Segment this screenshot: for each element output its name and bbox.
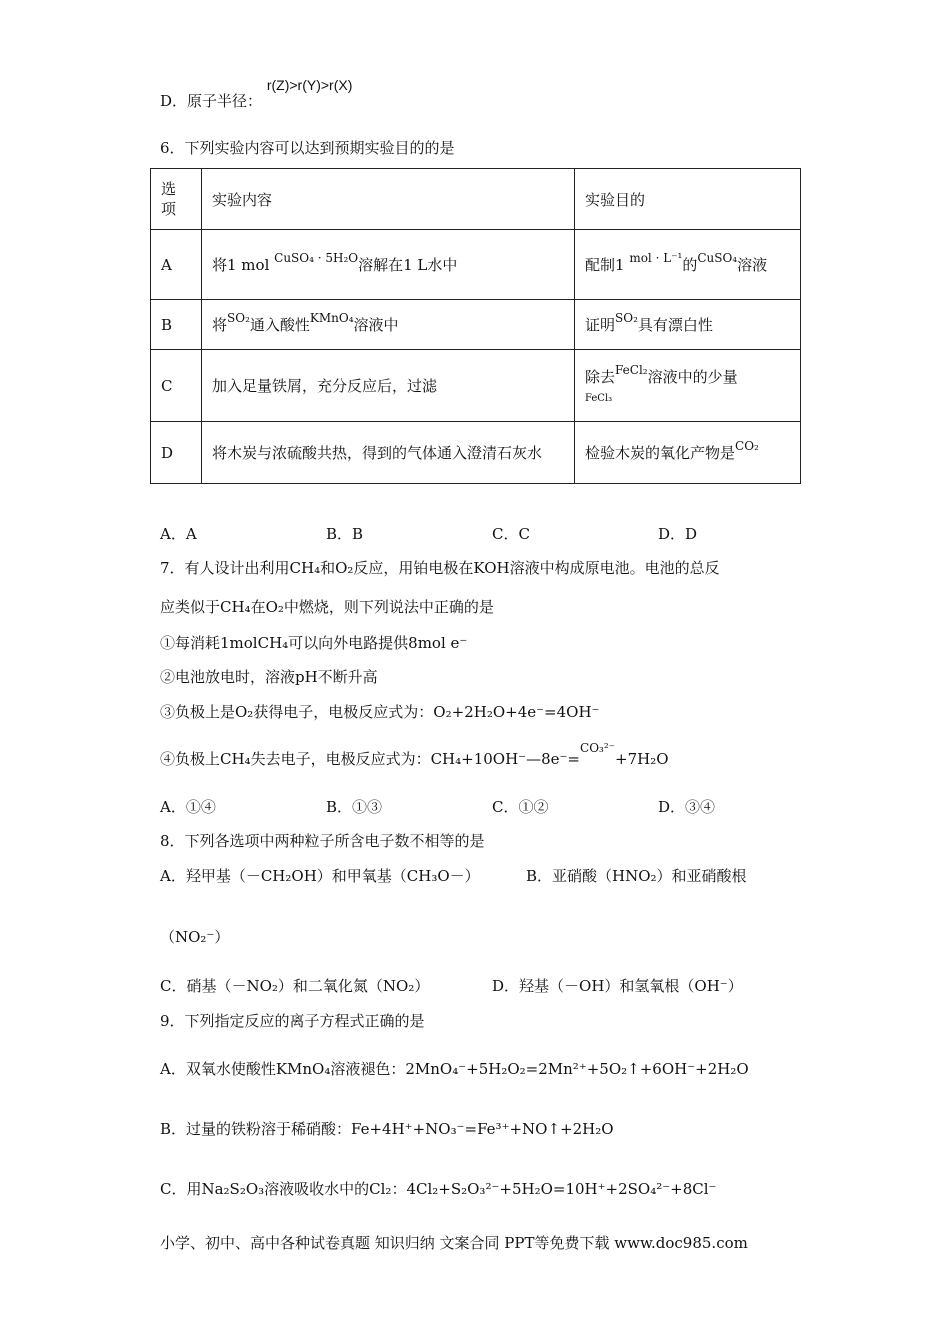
choice-c[interactable]: C．C [492, 525, 530, 543]
table-row [151, 350, 801, 422]
header-option: 选项 [151, 169, 202, 230]
row-option: A [151, 230, 202, 300]
choice-b[interactable]: B．B [326, 525, 364, 543]
row-goal: 配制1 $^{mol \cdot L^{-1}}$的$^{CuSO_4}$溶液 [575, 230, 801, 300]
table-row [151, 422, 801, 484]
q9-stem: 9．下列指定反应的离子方程式正确的是 [160, 1012, 425, 1030]
q6-choices [160, 523, 824, 544]
table-row [151, 300, 801, 350]
q8-option-b[interactable]: B．亚硝酸（HNO₂）和亚硝酸根 [526, 867, 747, 885]
q7-choices [160, 796, 824, 817]
row-goal: 证明$^{SO_2}$具有漂白性 [575, 300, 801, 350]
footer-text: 小学、初中、高中各种试卷真题 知识归纳 文案合同 PPT等免费下载 www.doc985.com [160, 1234, 748, 1252]
q8-option-a[interactable]: A．羟甲基（－CH₂OH）和甲氧基（CH₃O－） [160, 867, 480, 885]
row-option: C [151, 350, 202, 422]
q7-stem-2: 应类似于CH₄在O₂中燃烧，则下列说法中正确的是 [160, 598, 494, 616]
q5d-formula: r(Z)>r(Y)>r(X) [266, 77, 353, 93]
choice-a[interactable]: A．①④ [160, 798, 216, 816]
q8-option-a-b [160, 865, 747, 886]
q6-stem: 6．下列实验内容可以达到预期实验目的的是 [160, 139, 455, 157]
header-goal: 实验目的 [575, 169, 801, 230]
q8-stem: 8．下列各选项中两种粒子所含电子数不相等的是 [160, 832, 485, 850]
q9-option-b[interactable]: B．过量的铁粉溶于稀硝酸：Fe+4H⁺+NO₃⁻=Fe³⁺+NO↑+2H₂O [160, 1120, 614, 1138]
choice-d[interactable]: D．③④ [658, 798, 716, 816]
q6-table [150, 168, 801, 484]
q5d-label: D．原子半径： [160, 92, 263, 110]
choice-b[interactable]: B．①③ [326, 798, 383, 816]
choice-c[interactable]: C．①② [492, 798, 549, 816]
row-goal: 除去$^{FeCl_2}$溶液中的少量 FeCl₃ [575, 350, 801, 422]
table-row [151, 230, 801, 300]
header-content: 实验内容 [202, 169, 575, 230]
row-option: B [151, 300, 202, 350]
q8-option-d[interactable]: D．羟基（－OH）和氢氧根（OH⁻） [492, 977, 743, 995]
choice-d[interactable]: D．D [658, 525, 698, 543]
q8-option-b-cont: （NO₂⁻） [160, 928, 230, 946]
row-content: 将木炭与浓硫酸共热，得到的气体通入澄清石灰水 [202, 422, 575, 484]
q8-option-c[interactable]: C．硝基（－NO₂）和二氧化氮（NO₂） [160, 977, 430, 995]
q9-option-c[interactable]: C．用Na₂S₂O₃溶液吸收水中的Cl₂：4Cl₂+S₂O₃²⁻+5H₂O=10H⁺+2SO₄²⁻+8Cl⁻ [160, 1180, 717, 1198]
row-goal: 检验木炭的氧化产物是$^{CO_2}$ [575, 422, 801, 484]
q9-option-a[interactable]: A．双氧水使酸性KMnO₄溶液褪色：2MnO₄⁻+5H₂O₂=2Mn²⁺+5O₂↑+6OH⁻+2H₂O [160, 1060, 749, 1078]
row-option: D [151, 422, 202, 484]
q5-option-d [160, 74, 353, 110]
q7-stem-1: 7．有人设计出利用CH₄和O₂反应，用铂电极在KOH溶液中构成原电池。电池的总反 [160, 559, 720, 577]
choice-a[interactable]: A．A [160, 525, 197, 543]
q7-statement-4: ④负极上CH₄失去电子，电极反应式为：CH₄+10OH⁻—8e⁻=$^{CO_3^{2-}}$+7H₂O [160, 741, 669, 768]
q8-option-c-d [160, 975, 743, 996]
row-content: 将1 mol $^{CuSO_4 \cdot 5H_2O}$溶解在1 L水中 [202, 230, 575, 300]
q7-statement-3: ③负极上是O₂获得电子，电极反应式为：O₂+2H₂O+4e⁻=4OH⁻ [160, 703, 600, 721]
row-content: 加入足量铁屑，充分反应后，过滤 [202, 350, 575, 422]
row-content: 将$^{SO_2}$通入酸性$^{KMnO_4}$溶液中 [202, 300, 575, 350]
q7-statement-2: ②电池放电时，溶液pH不断升高 [160, 668, 378, 686]
q7-statement-1: ①每消耗1molCH₄可以向外电路提供8mol e⁻ [160, 634, 468, 652]
